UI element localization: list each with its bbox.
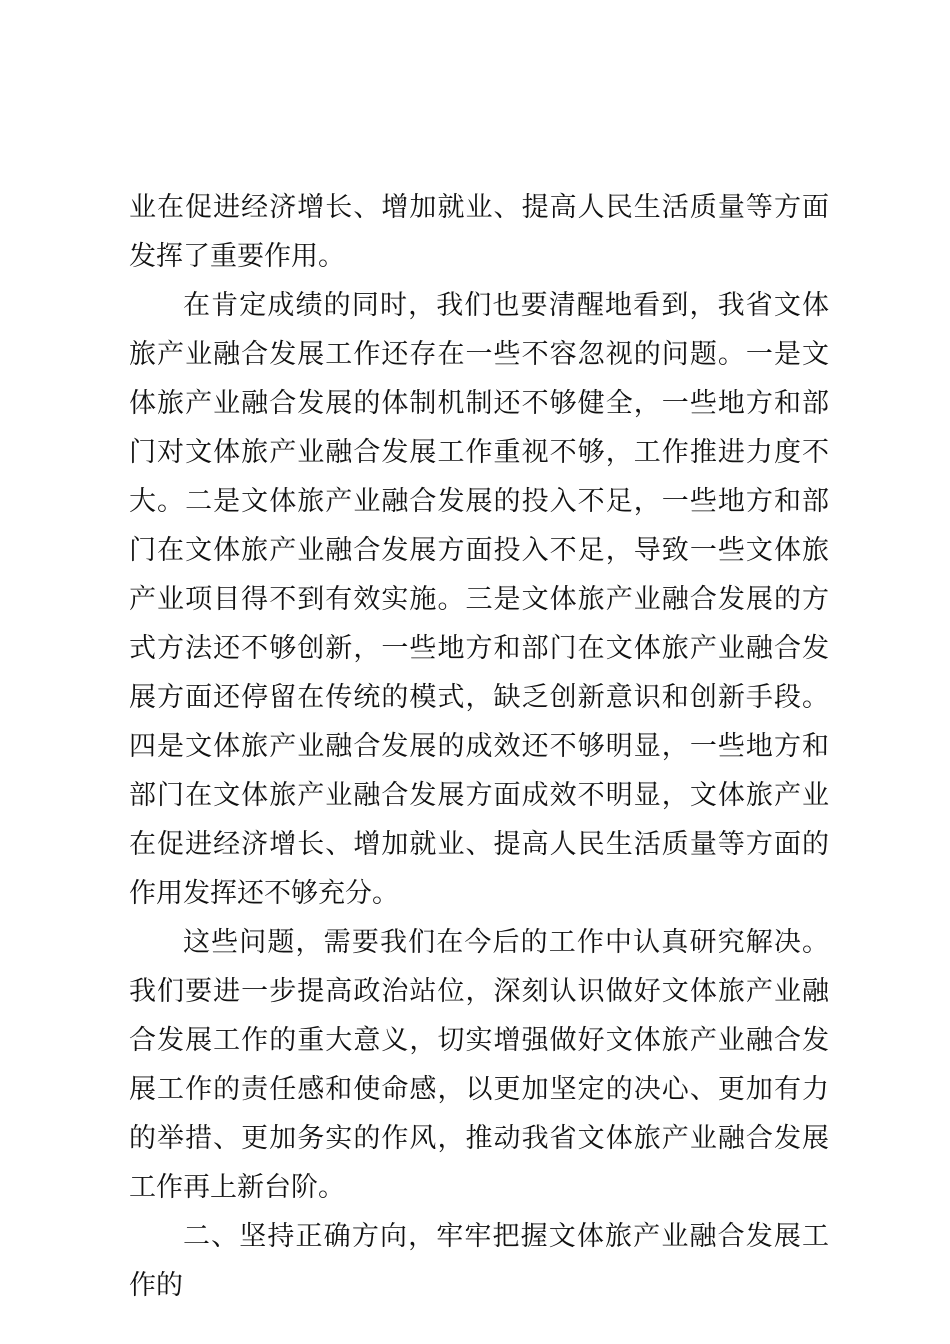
paragraph-solutions: 这些问题，需要我们在今后的工作中认真研究解决。我们要进一步提高政治站位，深刻认识做好文体旅产业融合发展工作的重大意义，切实增强做好文体旅产业融合发展工作的责任感和使命感，以更加坚定的决心、更加有力的举措、更加务实的作风，推动我省文体旅产业融合发展工作再上新台阶。 xyxy=(129,927,829,1203)
section-heading: 二、坚持正确方向，牢牢把握文体旅产业融合发展工作的 xyxy=(129,1221,829,1301)
document-body xyxy=(129,183,829,1310)
paragraph-continuation: 业在促进经济增长、增加就业、提高人民生活质量等方面发挥了重要作用。 xyxy=(129,192,829,272)
paragraph-problems: 在肯定成绩的同时，我们也要清醒地看到，我省文体旅产业融合发展工作还存在一些不容忽视的问题。一是文体旅产业融合发展的体制机制还不够健全，一些地方和部门对文体旅产业融合发展工作重视不够，工作推进力度不大。二是文体旅产业融合发展的投入不足，一些地方和部门在文体旅产业融合发展方面投入不足，导致一些文体旅产业项目得不到有效实施。三是文体旅产业融合发展的方式方法还不够创新，一些地方和部门在文体旅产业融合发展方面还停留在传统的模式，缺乏创新意识和创新手段。四是文体旅产业融合发展的成效还不够明显，一些地方和部门在文体旅产业融合发展方面成效不明显，文体旅产业在促进经济增长、增加就业、提高人民生活质量等方面的作用发挥还不够充分。 xyxy=(129,290,829,909)
